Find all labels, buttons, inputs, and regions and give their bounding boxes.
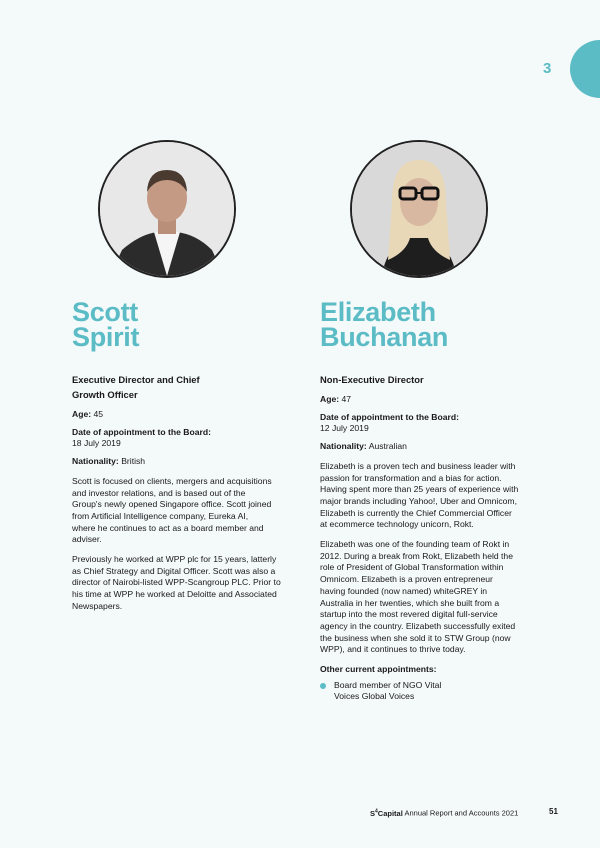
- other-appointments-heading: Other current appointments:: [320, 664, 437, 675]
- last-name: Buchanan: [320, 322, 449, 352]
- section-tab: [570, 40, 600, 98]
- profile-elizabeth: [320, 297, 520, 703]
- appointment-value: 12 July 2019: [320, 423, 369, 434]
- other-appointment-text: Board member of NGO Vital Voices Global Voices: [334, 679, 442, 702]
- age-label: Age:: [320, 394, 340, 404]
- nationality-value: British: [121, 456, 146, 467]
- appointment-label: Date of appointment to the Board:: [72, 426, 211, 437]
- appointment-row: [320, 412, 520, 435]
- bio-paragraph: Scott is focused on clients, mergers and acquisitions and investor relations, and is based out of the Group's newly opened Singapore office. Scott joined from Artificial Intelligence company, Eureka AI, where he continues to act as a board member and adviser.: [72, 475, 272, 545]
- nationality-label: Nationality:: [72, 456, 119, 467]
- footer-report-name: Annual Report and Accounts 2021: [404, 808, 519, 818]
- person-name: [72, 297, 287, 352]
- nationality-value: Australian: [368, 441, 407, 452]
- first-name: Scott: [72, 297, 139, 327]
- last-name: Spirit: [72, 322, 140, 352]
- bullet-icon: [320, 683, 326, 689]
- appointment-label: Date of appointment to the Board:: [320, 411, 459, 422]
- bio-paragraph: Elizabeth is a proven tech and business leader with passion for transformation and a bias for action. Having spent more than 25 years of experience with major brands including Yahoo!, Uber and Omnicom, Elizabeth is currently the Chief Commercial Officer at ecommerce technology unicorn, Rokt.: [320, 460, 519, 530]
- section-number: 3: [543, 60, 552, 77]
- person-name: [320, 297, 520, 352]
- list-item: [320, 680, 520, 703]
- age-value: 45: [93, 409, 104, 419]
- age-row: [320, 394, 520, 406]
- bio-paragraph: Elizabeth was one of the founding team of Rokt in 2012. During a break from Rokt, Elizabeth held the role of President of Global Transformation within Omnicom. Elizabeth is a proven entrepreneur having founded (now named) whiteGREY in Australia in her twenties, which she built from a startup into the most revered digital full-service agency in the country. Elizabeth successfully exited the business when she sold it to STW Group (now WPP), and it continues to thrive today.: [320, 539, 516, 655]
- role-title: Executive Director and Chief Growth Officer: [72, 374, 200, 400]
- portrait-scott: [98, 140, 236, 278]
- nationality-row: [72, 456, 287, 468]
- page-number: 51: [549, 807, 558, 816]
- age-label: Age:: [72, 409, 92, 419]
- age-row: [72, 409, 287, 421]
- appointment-row: [72, 427, 287, 450]
- footer-brand: $S^4Capital$: [370, 808, 403, 818]
- age-value: 47: [341, 394, 352, 404]
- role-title: Non-Executive Director: [320, 374, 424, 385]
- footer-report-title: [370, 808, 518, 818]
- portrait-elizabeth: [350, 140, 488, 278]
- nationality-row: [320, 441, 520, 453]
- nationality-label: Nationality:: [320, 441, 367, 452]
- profile-scott: [72, 297, 287, 621]
- appointment-value: 18 July 2019: [72, 438, 121, 449]
- first-name: Elizabeth: [320, 297, 436, 327]
- bio-paragraph: Previously he worked at WPP plc for 15 years, latterly as Chief Strategy and Digital Officer. Scott was also a director of Nairobi-listed WPP-Scangroup PLC. Prior to his time at WPP he worked at Deloitte and Associated Newspapers.: [72, 554, 281, 611]
